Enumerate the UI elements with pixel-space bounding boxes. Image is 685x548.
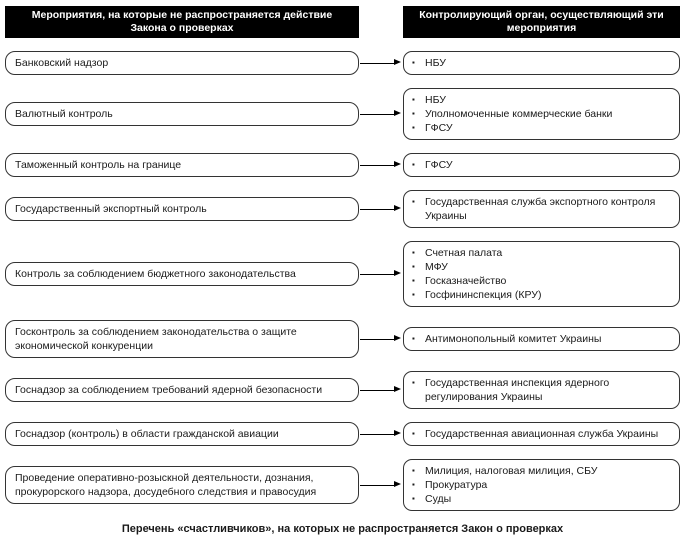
- bullet-icon: ▪: [412, 334, 415, 343]
- bullet-icon: ▪: [412, 429, 415, 438]
- flow-arrow: [359, 339, 403, 340]
- activity-label: Таможенный контроль на границе: [15, 159, 182, 171]
- authority-item: [412, 107, 671, 121]
- authority-label: Государственная инспекция ядерного регулирования Украины: [425, 377, 610, 403]
- bullet-icon: ▪: [412, 494, 415, 503]
- bullet-icon: ▪: [412, 109, 415, 118]
- right-arrow-icon: [360, 114, 394, 115]
- activity-box: [5, 466, 359, 504]
- activity-label: Контроль за соблюдением бюджетного законодательства: [15, 268, 296, 280]
- authority-item: [412, 56, 671, 70]
- authority-label: Суды: [425, 493, 452, 505]
- activity-label: Госнадзор (контроль) в области гражданской авиации: [15, 428, 279, 440]
- authority-box: [403, 459, 680, 511]
- diagram-row: [5, 51, 680, 75]
- diagram-row: [5, 422, 680, 446]
- bullet-icon: ▪: [412, 276, 415, 285]
- activity-label: Госнадзор за соблюдением требований ядерной безопасности: [15, 384, 323, 396]
- authority-box: [403, 422, 680, 446]
- activity-box: [5, 153, 359, 177]
- bullet-icon: ▪: [412, 248, 415, 257]
- bullet-icon: ▪: [412, 466, 415, 475]
- flow-arrow: [359, 274, 403, 275]
- right-arrow-icon: [360, 390, 394, 391]
- bullet-icon: ▪: [412, 123, 415, 132]
- authority-label: Госфининспекция (КРУ): [425, 289, 542, 301]
- authority-label: Государственная служба экспортного контроля Украины: [425, 196, 656, 222]
- authority-item: [412, 93, 671, 107]
- authority-item: [412, 427, 671, 441]
- authority-item: [412, 492, 671, 506]
- activity-box: [5, 51, 359, 75]
- right-arrow-icon: [360, 434, 394, 435]
- authority-label: Прокуратура: [425, 479, 488, 491]
- right-arrow-icon: [360, 63, 394, 64]
- authority-item: [412, 464, 671, 478]
- authority-label: МФУ: [425, 261, 448, 273]
- bullet-icon: ▪: [412, 480, 415, 489]
- authority-label: ГФСУ: [425, 122, 453, 134]
- diagram-row: [5, 241, 680, 307]
- activity-box: [5, 102, 359, 126]
- right-arrow-icon: [360, 274, 394, 275]
- authority-label: ГФСУ: [425, 159, 453, 171]
- flow-arrow: [359, 390, 403, 391]
- activity-box: [5, 422, 359, 446]
- flow-arrow: [359, 114, 403, 115]
- authority-item: [412, 332, 671, 346]
- authority-box: [403, 190, 680, 228]
- activity-label: Государственный экспортный контроль: [15, 203, 207, 215]
- activity-box: [5, 320, 359, 358]
- flow-arrow: [359, 209, 403, 210]
- diagram-row: [5, 459, 680, 511]
- authority-item: [412, 195, 671, 223]
- activity-label: Банковский надзор: [15, 57, 109, 69]
- authority-box: [403, 88, 680, 140]
- authority-item: [412, 158, 671, 172]
- bullet-icon: ▪: [412, 290, 415, 299]
- activity-box: [5, 197, 359, 221]
- flow-arrow: [359, 165, 403, 166]
- authority-label: НБУ: [425, 57, 446, 69]
- diagram-row: [5, 153, 680, 177]
- authority-box: [403, 51, 680, 75]
- activity-label: Проведение оперативно-розыскной деятельности, дознания, прокурорского надзора, досудебного следствия и правосудия: [15, 472, 317, 498]
- authority-item: [412, 478, 671, 492]
- flow-arrow: [359, 434, 403, 435]
- bullet-icon: ▪: [412, 95, 415, 104]
- authority-item: [412, 376, 671, 404]
- diagram-caption: Перечень «счастливчиков», на которых не распространяется Закон о проверках: [121, 523, 564, 535]
- diagram-row: [5, 88, 680, 140]
- authority-label: Уполномоченные коммерческие банки: [425, 108, 613, 120]
- right-arrow-icon: [360, 485, 394, 486]
- column-header-activities: Мероприятия, на которые не распространяется действие Закона о проверках: [5, 6, 359, 38]
- right-arrow-icon: [360, 339, 394, 340]
- authority-label: Антимонопольный комитет Украины: [425, 333, 602, 345]
- header-row: [5, 6, 680, 38]
- diagram-row: [5, 371, 680, 409]
- flow-arrow: [359, 63, 403, 64]
- authority-label: Милиция, налоговая милиция, СБУ: [425, 465, 598, 477]
- flow-arrow: [359, 485, 403, 486]
- bullet-icon: ▪: [412, 262, 415, 271]
- diagram-row: [5, 190, 680, 228]
- bullet-icon: ▪: [412, 160, 415, 169]
- authority-box: [403, 241, 680, 307]
- activity-label: Госконтроль за соблюдением законодательства о защите экономической конкуренции: [15, 326, 297, 352]
- authority-item: [412, 288, 671, 302]
- activity-box: [5, 262, 359, 286]
- authority-box: [403, 327, 680, 351]
- authority-label: Счетная палата: [425, 247, 503, 259]
- bullet-icon: ▪: [412, 197, 415, 206]
- authority-box: [403, 371, 680, 409]
- authority-label: Государственная авиационная служба Украины: [425, 428, 659, 440]
- authority-item: [412, 246, 671, 260]
- authority-item: [412, 121, 671, 135]
- authority-item: [412, 260, 671, 274]
- activity-box: [5, 378, 359, 402]
- activity-label: Валютный контроль: [15, 108, 113, 120]
- bullet-icon: ▪: [412, 58, 415, 67]
- authority-box: [403, 153, 680, 177]
- authority-label: НБУ: [425, 94, 446, 106]
- authority-item: [412, 274, 671, 288]
- authority-label: Госказначейство: [425, 275, 507, 287]
- right-arrow-icon: [360, 165, 394, 166]
- column-header-authorities: Контролирующий орган, осуществляющий эти мероприятия: [403, 6, 680, 38]
- bullet-icon: ▪: [412, 378, 415, 387]
- diagram-row: [5, 320, 680, 358]
- right-arrow-icon: [360, 209, 394, 210]
